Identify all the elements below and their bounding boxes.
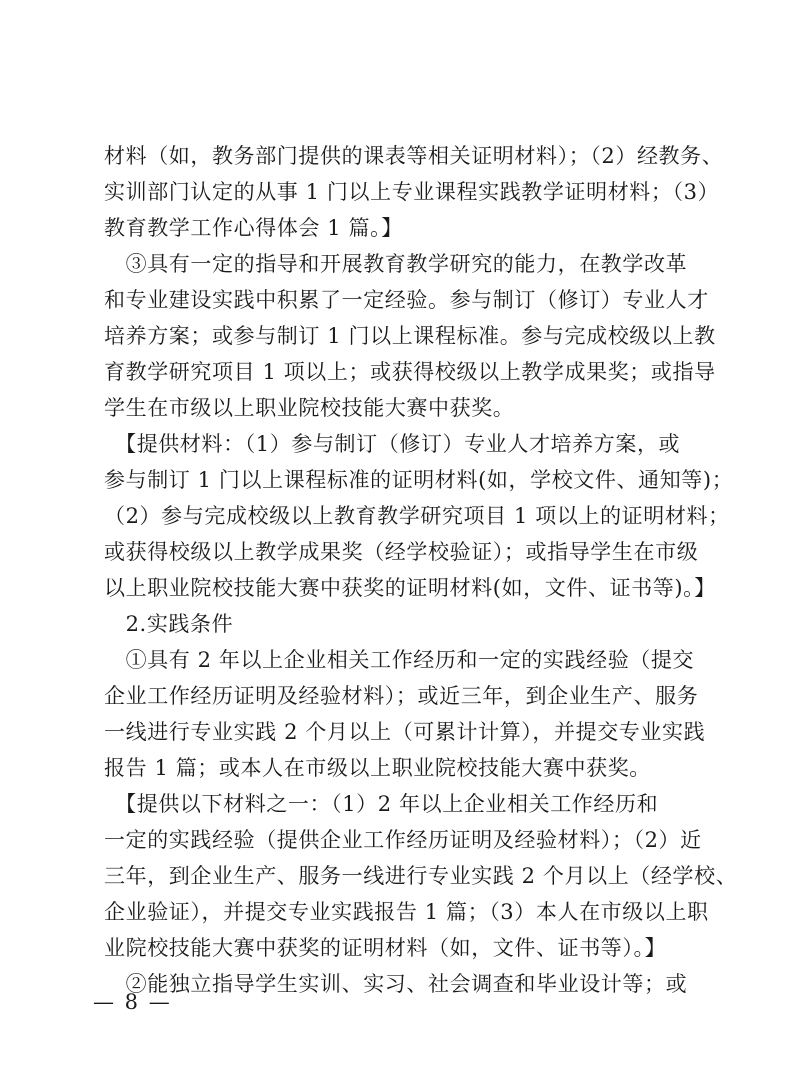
text-line: 培养方案；或参与制订 1 门以上课程标准。参与完成校级以上教 xyxy=(104,324,716,348)
text-line: 或获得校级以上教学成果奖（经学校验证）；或指导学生在市级 xyxy=(104,540,699,564)
page-number: — 8 — xyxy=(93,990,172,1014)
text-line: （2）参与完成校级以上教育教学研究项目 1 项以上的证明材料； xyxy=(104,504,730,528)
text-line: 三年，到企业生产、服务一线进行专业实践 2 个月以上（经学校、 xyxy=(104,864,738,888)
text-line: ③具有一定的指导和开展教育教学研究的能力，在教学改革 xyxy=(104,252,688,276)
text-line: 参与制订 1 门以上课程标准的证明材料(如，学校文件、通知等)； xyxy=(104,468,734,492)
document-body xyxy=(104,138,738,1002)
text-line: 一线进行专业实践 2 个月以上（可累计计算），并提交专业实践 xyxy=(104,720,706,744)
text-line: 一定的实践经验（提供企业工作经历证明及经验材料）；（2）近 xyxy=(104,828,702,852)
text-line: 企业工作经历证明及经验材料）；或近三年，到企业生产、服务 xyxy=(104,684,699,708)
text-line: 报告 1 篇；或本人在市级以上职业院校技能大赛中获奖。 xyxy=(104,756,651,780)
text-line: 【提供以下材料之一：（1）2 年以上企业相关工作经历和 xyxy=(104,792,659,816)
text-line: 学生在市级以上职业院校技能大赛中获奖。 xyxy=(104,396,515,420)
text-line: ②能独立指导学生实训、实习、社会调查和毕业设计等；或 xyxy=(104,972,688,996)
text-line: 教育教学工作心得体会 1 篇。】 xyxy=(104,216,403,240)
text-line: 以上职业院校技能大赛中获奖的证明材料(如，文件、证书等)。】 xyxy=(104,576,716,600)
text-line: 【提供材料：（1）参与制订（修订）专业人才培养方案，或 xyxy=(104,432,681,456)
section-heading: 2.实践条件 xyxy=(104,612,234,636)
text-line: 材料（如，教务部门提供的课表等相关证明材料）；（2）经教务、 xyxy=(104,144,724,168)
text-line: 企业验证），并提交专业实践报告 1 篇；（3）本人在市级以上职 xyxy=(104,900,709,924)
text-line: 业院校技能大赛中获奖的证明材料（如，文件、证书等）。】 xyxy=(104,936,667,960)
text-line: 育教学研究项目 1 项以上；或获得校级以上教学成果奖；或指导 xyxy=(104,360,716,384)
text-line: ①具有 2 年以上企业相关工作经历和一定的实践经验（提交 xyxy=(104,648,695,672)
text-line: 和专业建设实践中积累了一定经验。参与制订（修订）专业人才 xyxy=(104,288,709,312)
text-line: 实训部门认定的从事 1 门以上专业课程实践教学证明材料；（3） xyxy=(104,180,720,204)
